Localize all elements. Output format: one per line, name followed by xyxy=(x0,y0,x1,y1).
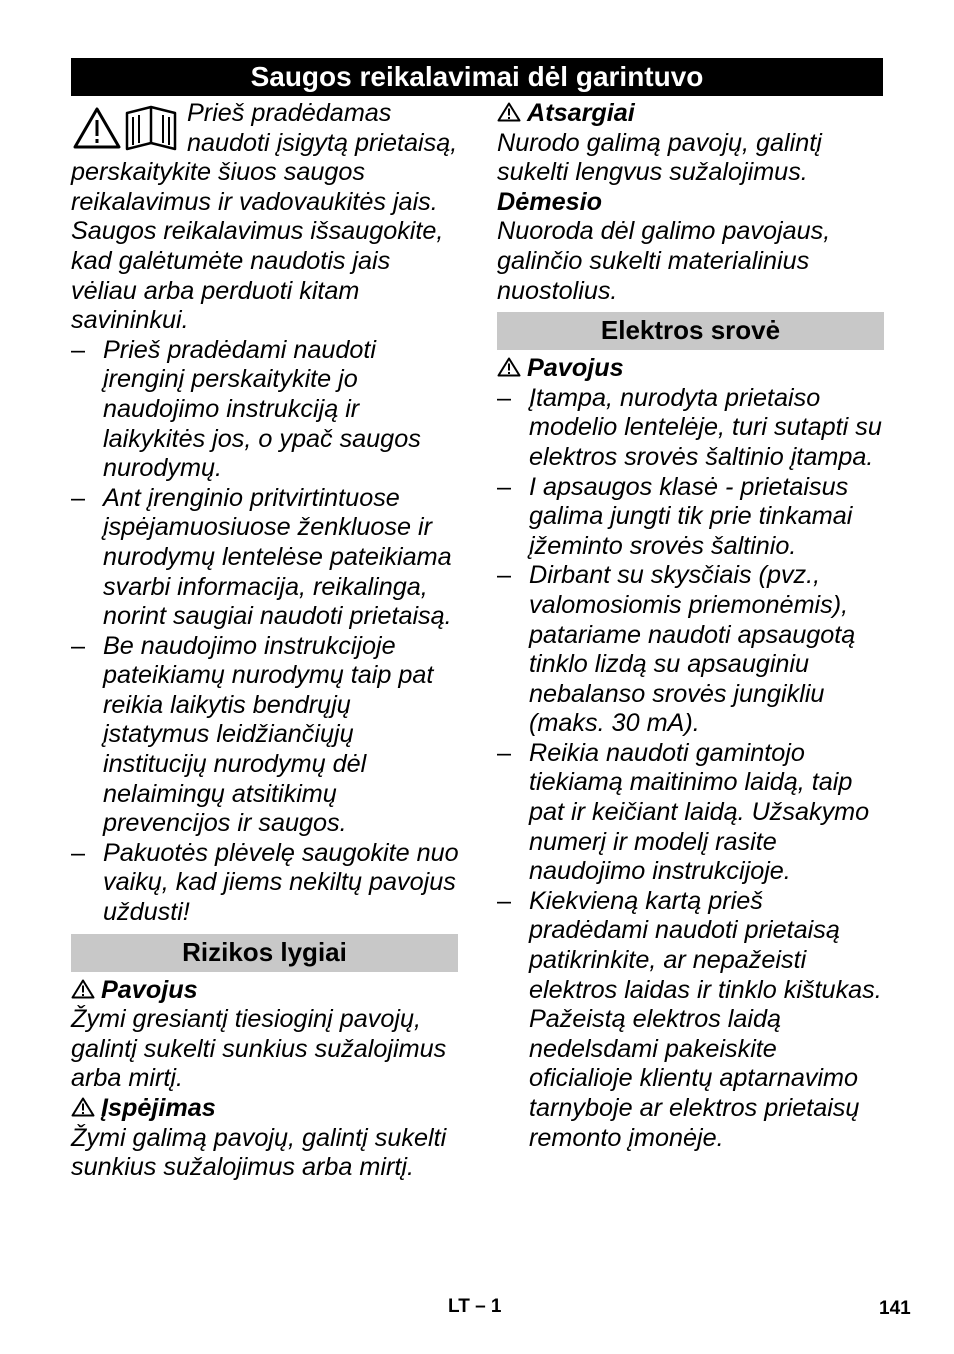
right-column xyxy=(497,99,887,1153)
left-column xyxy=(71,99,461,1183)
list-item: – Įtampa, nurodyta prietaiso modelio lentelėje, turi sutapti su elektros srovės šaltinio įtampa. xyxy=(497,384,887,473)
caution-description: Nurodo galimą pavojų, galintį sukelti lengvus sužalojimus. xyxy=(497,128,822,187)
section-title-electricity: Elektros srovė xyxy=(497,312,884,350)
list-item: – Reikia naudoti gamintojo tiekiamą maitinimo laidą, taip pat ir keičiant laidą. Užsakymo numerį ir modelį rasite naudojimo instrukcijoje. xyxy=(497,739,887,887)
attention-label: Dėmesio xyxy=(497,187,602,216)
list-item: – Dirbant su skysčiais (pvz., valomosiomis priemonėmis), patariame naudoti apsaugotą tinklo lizdą su apsauginiu nebalanso srovės jungikliu (maks. 30 mA). xyxy=(497,561,887,739)
intro-paragraph xyxy=(71,99,461,336)
page-title: Saugos reikalavimai dėl garintuvo xyxy=(71,58,883,96)
warning-triangle-icon xyxy=(75,109,119,147)
warning-and-manual-icon xyxy=(71,103,183,155)
list-item: – Prieš pradėdami naudoti įrenginį perskaitykite jo naudojimo instrukciją ir laikykitės jos, o ypač saugos nurodymų. xyxy=(71,336,461,484)
page-number: 141 xyxy=(879,1298,911,1319)
warning-triangle-icon xyxy=(497,102,521,122)
list-item: – Ant įrenginio pritvirtintuose įspėjamuosiuose ženkluose ir nurodymų lentelėse pateikiama svarbi informacija, reikalinga, norint saugiai naudoti prietaisą. xyxy=(71,484,461,632)
danger-label xyxy=(71,976,461,1006)
intro-text: Prieš pradėdamas naudoti įsigytą prietaisą, perskaitykite šiuos saugos reikalavimus ir vadovaukitės jais. Saugos reikalavimus išsaugokite, kad galėtumėte naudotis jais vėliau arba perduoti kitam savininkui. xyxy=(71,99,458,335)
danger-label xyxy=(497,354,887,384)
danger-description: Žymi gresiantį tiesioginį pavojų, galintį sukelti sunkius sužalojimus arba mirtį. xyxy=(71,1005,447,1093)
caution-label xyxy=(497,99,887,129)
danger-label-text: Pavojus xyxy=(527,354,624,383)
list-item: – Pakuotės plėvelę saugokite nuo vaikų, kad jiems nekiltų pavojus uždusti! xyxy=(71,839,461,928)
warning-label-text: Įspėjimas xyxy=(101,1094,216,1122)
list-item: – I apsaugos klasė - prietaisus galima jungti tik prie tinkamai įžeminto srovės šaltinio. xyxy=(497,473,887,562)
warning-triangle-icon xyxy=(497,357,521,377)
safety-list xyxy=(71,336,461,928)
electricity-list xyxy=(497,384,887,1153)
danger-label-text: Pavojus xyxy=(101,975,198,1004)
list-item: – Be naudojimo instrukcijoje pateikiamų nurodymų taip pat reikia laikytis bendrųjų įstatymus leidžiančiųjų institucijų nurodymų dėl nelaimingų atsitikimų prevencijos ir saugos. xyxy=(71,632,461,839)
warning-triangle-icon xyxy=(71,1097,95,1117)
warning-description: Žymi galimą pavojų, galintį sukelti sunkius sužalojimus arba mirtį. xyxy=(71,1123,447,1182)
footer-language-page: LT – 1 xyxy=(448,1296,502,1317)
warning-label xyxy=(71,1094,461,1124)
list-item: – Kiekvieną kartą prieš pradėdami naudoti prietaisą patikrinkite, ar nepažeisti elektros laidas ir tinklo kištukas. Pažeistą elektros laidą nedelsdami pakeiskite oficialioje klientų aptarnavimo tarnyboje ar elektros prietaisų remonto įmonėje. xyxy=(497,887,887,1153)
section-title-risk-levels: Rizikos lygiai xyxy=(71,934,458,972)
manual-book-icon xyxy=(127,107,175,149)
warning-triangle-icon xyxy=(71,979,95,999)
caution-label-text: Atsargiai xyxy=(527,99,635,127)
attention-description: Nuoroda dėl galimo pavojaus, galinčio sukelti materialinius nuostolius. xyxy=(497,217,831,305)
